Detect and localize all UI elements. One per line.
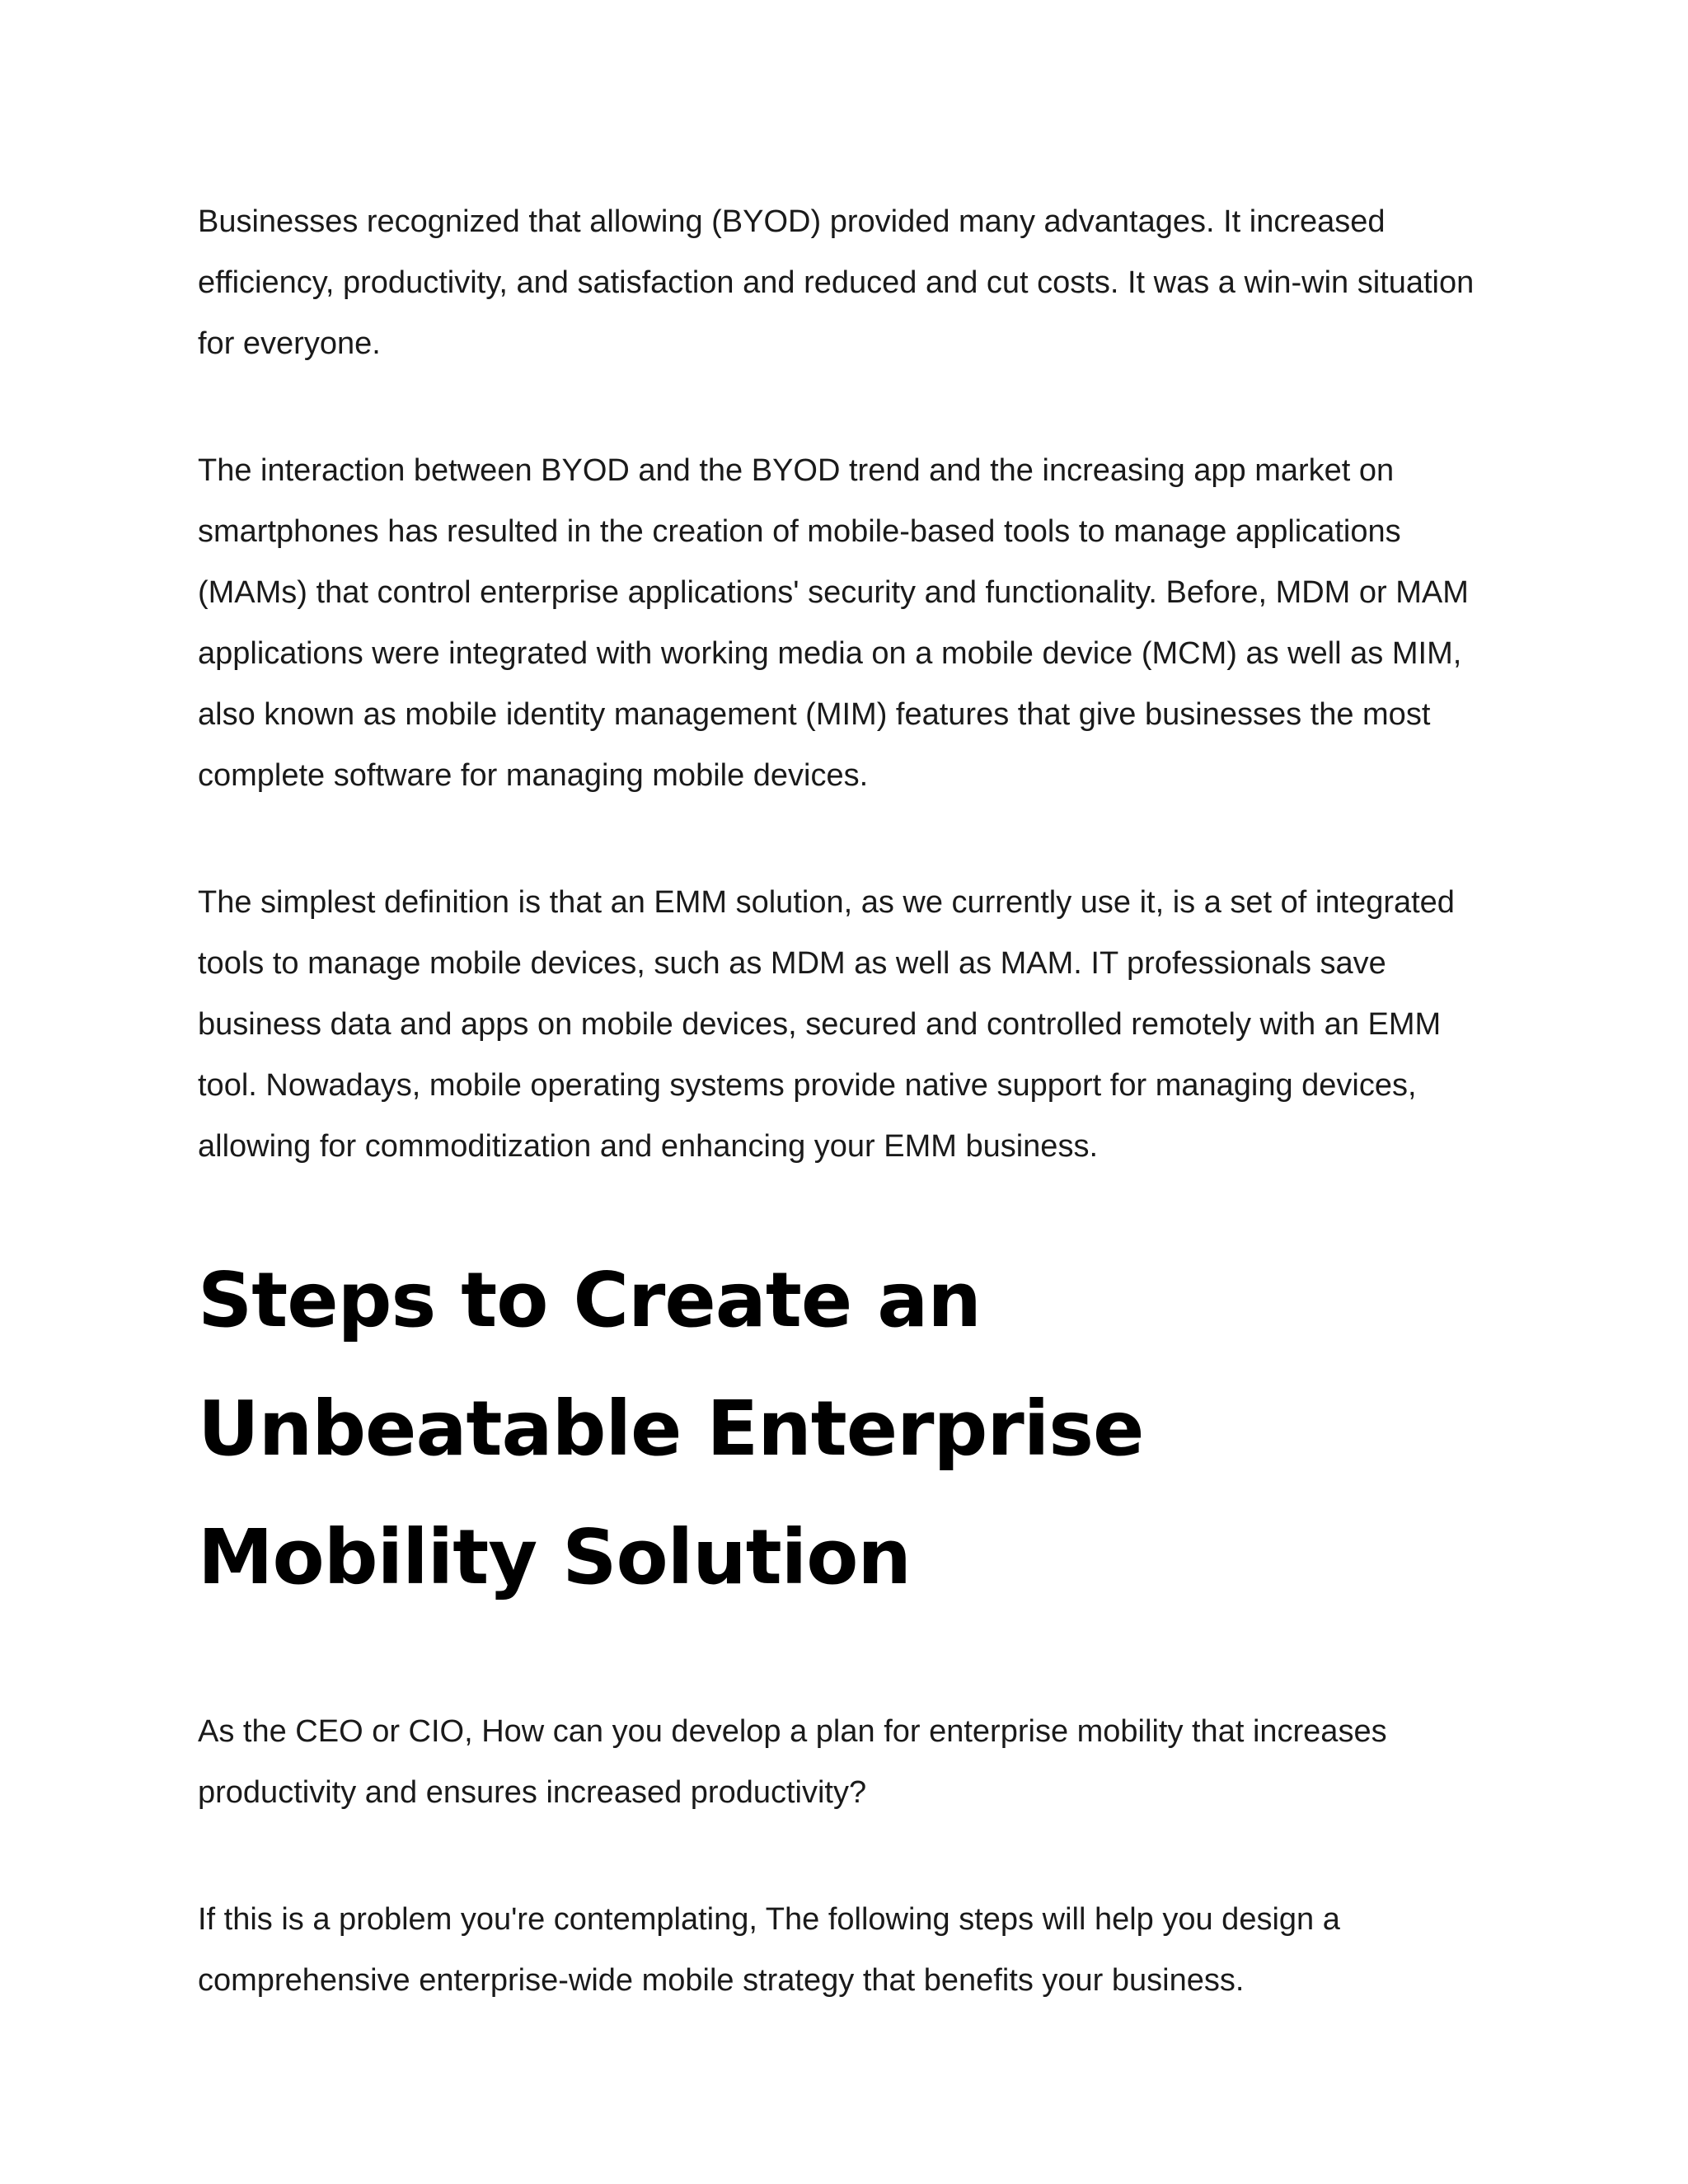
heading-spacer (198, 1177, 1484, 1236)
paragraph-emm-definition: The simplest definition is that an EMM solution, as we currently use it, is a set of integrated tools to manage mobile devices, such as MDM as well as MAM. IT professionals save business data and apps on mobile devices, secured and controlled remotely with an EMM tool. Nowadays, mobile operating systems provide native support for managing devices, allowing for commoditization and enhancing your EMM business. (198, 885, 1455, 1164)
paragraph-spacer (198, 806, 1484, 872)
paragraph-byod-mam: The interaction between BYOD and the BYOD trend and the increasing app market on smartphones has resulted in the creation of mobile-based tools to manage applications (MAMs) that control enterprise applications' security and functionality. Before, MDM or MAM applications were integrated with working media on a mobile device (MCM) as well as MIM, also known as mobile identity management (MIM) features that give businesses the most complete software for managing mobile devices. (198, 453, 1469, 793)
document-body (198, 191, 1484, 2011)
paragraph-following-steps: If this is a problem you're contemplating, The following steps will help you design a comprehensive enterprise-wide mobile strategy that benefits your business. (198, 1902, 1340, 1998)
heading-spacer (198, 1622, 1484, 1701)
paragraph-spacer (198, 374, 1484, 440)
paragraph-spacer (198, 1823, 1484, 1889)
paragraph-ceo-question: As the CEO or CIO, How can you develop a plan for enterprise mobility that increases productivity and ensures increased productivity? (198, 1714, 1387, 1810)
section-heading: Steps to Create an Unbeatable Enterprise Mobility Solution (198, 1256, 1144, 1601)
paragraph-byod-advantages: Businesses recognized that allowing (BYOD) provided many advantages. It increased efficiency, productivity, and satisfaction and reduced and cut costs. It was a win-win situation for everyone. (198, 204, 1475, 361)
